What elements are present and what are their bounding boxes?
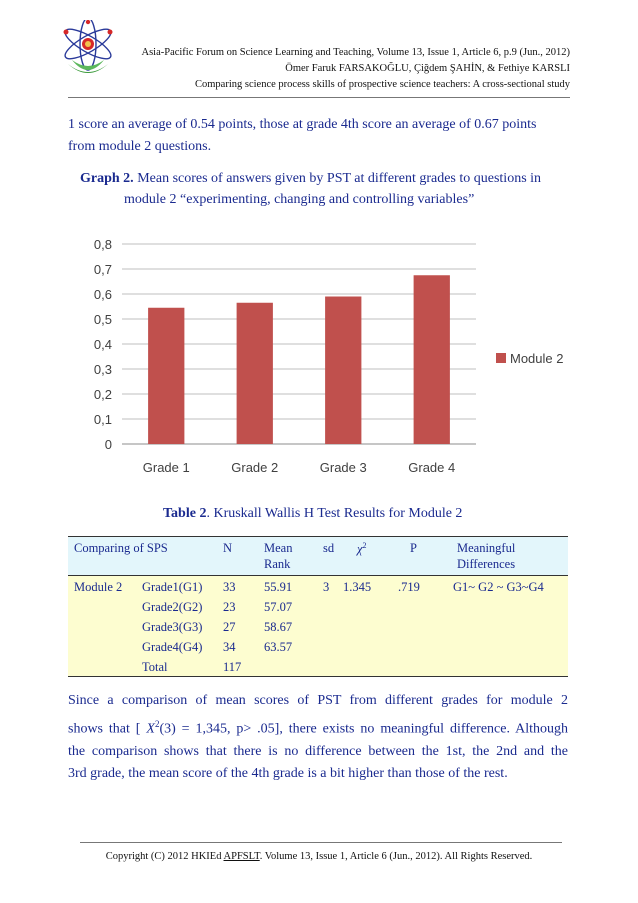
td-sd: 3 — [323, 580, 330, 594]
td-rank: 57.07 — [264, 600, 293, 614]
graph-caption-label: Graph 2. — [80, 171, 134, 186]
td-difference: G1~ G2 ~ G3~G4 — [453, 580, 544, 594]
conclusion-line-2b: (3) = 1,345, p> .05], there exists no meaningful difference. Although — [159, 721, 568, 737]
header-title-line: Comparing science process skills of prospective science teachers: A cross-sectional study — [195, 79, 570, 90]
journal-logo — [58, 20, 118, 82]
td-module: Module 2 — [74, 580, 123, 594]
td-group: Total — [142, 660, 168, 674]
x-tick-label: Grade 4 — [408, 460, 456, 475]
y-tick-label: 0,5 — [93, 312, 112, 327]
legend-swatch — [496, 353, 506, 363]
graph-caption-line-2: module 2 “experimenting, changing and controlling variables” — [124, 192, 475, 207]
table-caption — [163, 506, 462, 522]
th-sd: sd — [323, 541, 335, 555]
td-rank: 58.67 — [264, 620, 293, 634]
footer-link[interactable]: APFSLT — [223, 851, 260, 862]
y-tick-label: 0,8 — [93, 237, 112, 252]
td-n: 33 — [223, 580, 236, 594]
th-meaning-2: Differences — [457, 557, 516, 571]
conclusion-line-3: the comparison shows that there is no difference between the 1st, the 2nd and the — [68, 743, 568, 759]
td-n: 27 — [223, 620, 236, 634]
td-chi-value: 1.345 — [343, 580, 372, 594]
th-chi — [357, 541, 367, 557]
header-divider — [68, 97, 570, 98]
header-journal-line: Asia-Pacific Forum on Science Learning and Teaching, Volume 13, Issue 1, Article 6, p.9 (Jun., 2012) — [141, 47, 570, 58]
td-n: 34 — [223, 640, 236, 654]
td-group: Grade2(G2) — [142, 600, 203, 614]
th-comparing: Comparing of SPS — [74, 541, 168, 555]
bar — [414, 275, 450, 444]
td-group: Grade3(G3) — [142, 620, 203, 634]
y-tick-label: 0,3 — [93, 362, 112, 377]
graph-caption-line-1: Mean scores of answers given by PST at different grades to questions in — [133, 171, 542, 186]
th-meaning-1: Meaningful — [457, 541, 516, 555]
y-tick-label: 0,4 — [93, 337, 112, 352]
footer-divider — [80, 842, 562, 843]
bar — [148, 308, 184, 444]
conclusion-line-4: 3rd grade, the mean score of the 4th grade is a bit higher than those of the rest. — [68, 766, 508, 782]
footer-post: . Volume 13, Issue 1, Article 6 (Jun., 2012). All Rights Reserved. — [259, 851, 533, 862]
td-rank: 63.57 — [264, 640, 293, 654]
graph-caption — [80, 168, 570, 210]
y-tick-label: 0,6 — [93, 287, 112, 302]
th-chi-symbol: χ — [357, 542, 363, 557]
y-tick-label: 0,7 — [93, 262, 112, 277]
intro-line-2: from module 2 questions. — [68, 139, 212, 154]
header-authors-line: Ömer Faruk FARSAKOĞLU, Çiğdem ŞAHİN, & Fethiye KARSLI — [285, 63, 570, 74]
intro-paragraph — [68, 114, 568, 158]
bar — [325, 297, 361, 445]
x-tick-label: Grade 2 — [231, 460, 279, 475]
td-n: 23 — [223, 600, 236, 614]
chi-superscript: 2 — [154, 718, 160, 729]
th-mean-1: Mean — [264, 541, 293, 555]
chi-symbol: X — [146, 721, 155, 737]
x-tick-label: Grade 1 — [142, 460, 190, 475]
conclusion-paragraph — [68, 690, 568, 786]
th-p: P — [410, 541, 417, 555]
td-group: Grade1(G1) — [142, 580, 203, 594]
td-rank: 55.91 — [264, 580, 293, 594]
table-caption-label: Table 2 — [163, 506, 207, 521]
td-p-value: .719 — [398, 580, 420, 594]
y-tick-label: 0,2 — [93, 387, 112, 402]
y-tick-label: 0 — [104, 437, 112, 452]
td-n: 117 — [223, 660, 242, 674]
bar — [237, 303, 273, 444]
th-chi-sup: 2 — [362, 541, 367, 550]
intro-line-1: 1 score an average of 0.54 points, those at grade 4th score an average of 0.67 points — [68, 117, 537, 132]
conclusion-line-2 — [68, 713, 568, 741]
th-n: N — [223, 541, 233, 555]
x-tick-label: Grade 3 — [319, 460, 367, 475]
conclusion-line-1: Since a comparison of mean scores of PST from different grades for module 2 — [68, 693, 568, 708]
footer-pre: Copyright (C) 2012 HKIEd — [105, 851, 224, 862]
y-tick-label: 0,1 — [93, 412, 112, 427]
table-caption-text: . Kruskall Wallis H Test Results for Module 2 — [206, 506, 463, 521]
legend-label: Module 2 — [510, 351, 564, 366]
th-mean-2: Rank — [264, 557, 291, 571]
table-bottom-rule — [68, 676, 568, 677]
bar-chart — [66, 222, 586, 484]
conclusion-line-2a: shows that [ — [68, 721, 147, 737]
footer — [0, 851, 638, 862]
td-group: Grade4(G4) — [142, 640, 203, 654]
